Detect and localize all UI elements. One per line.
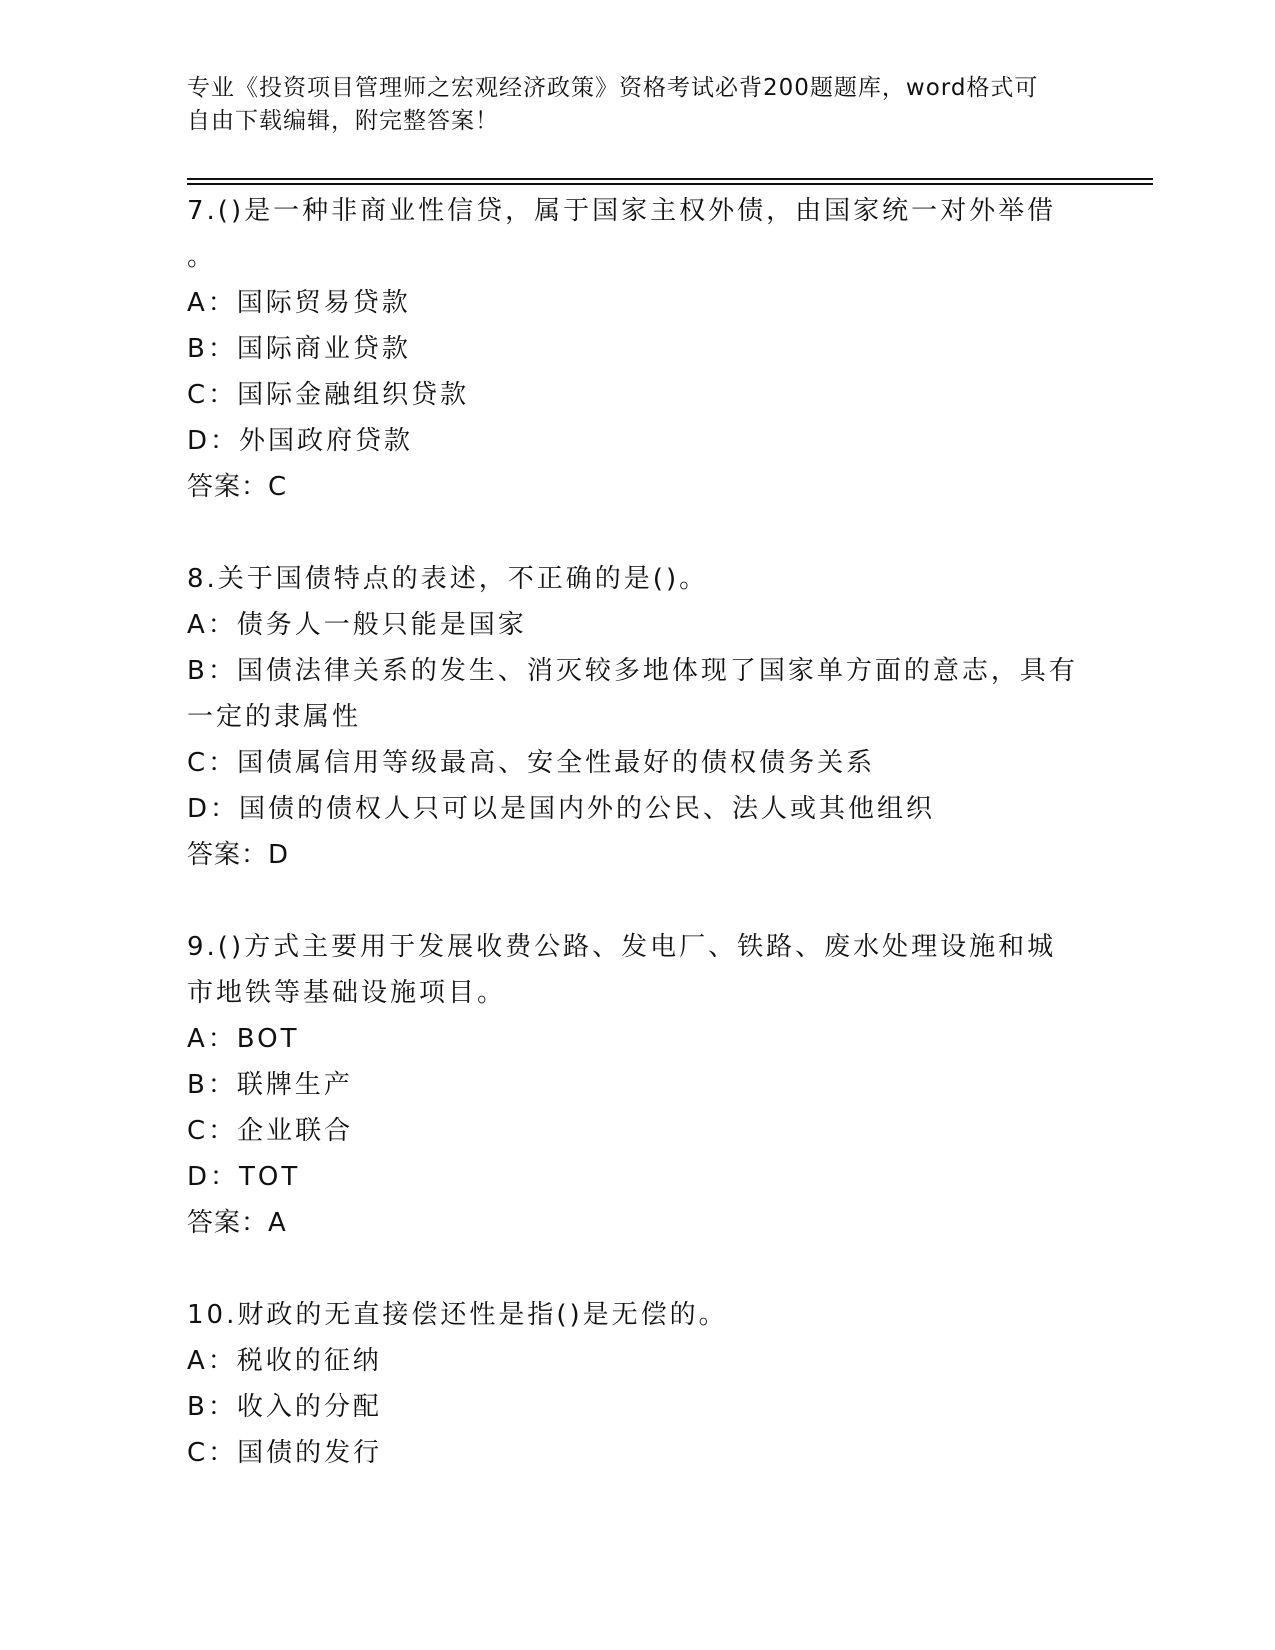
answer: 答案：C xyxy=(187,472,288,502)
header-divider-bottom xyxy=(187,183,1153,185)
question-10 xyxy=(187,1292,1087,1476)
header-line-1: 专业《投资项目管理师之宏观经济政策》资格考试必背200题题库，word格式可 xyxy=(187,75,1039,101)
option-c: C：国债属信用等级最高、安全性最好的债权债务关系 xyxy=(187,748,876,778)
answer: 答案：D xyxy=(187,840,290,870)
option-a: A：税收的征纳 xyxy=(187,1346,382,1376)
option-d: D：TOT xyxy=(187,1162,301,1192)
question-stem: 7.()是一种非商业性信贷，属于国家主权外债，由国家统一对外举借 xyxy=(187,196,1057,226)
answer: 答案：A xyxy=(187,1208,287,1238)
question-stem-cont: 市地铁等基础设施项目。 xyxy=(187,978,507,1008)
option-b: B：国债法律关系的发生、消灭较多地体现了国家单方面的意志，具有 xyxy=(187,656,1078,686)
spacer xyxy=(187,878,1087,924)
question-7 xyxy=(187,188,1087,510)
option-a: A：BOT xyxy=(187,1024,300,1054)
option-b-cont: 一定的隶属性 xyxy=(187,702,362,732)
question-stem: 10.财政的无直接偿还性是指()是无偿的。 xyxy=(187,1300,728,1330)
question-list xyxy=(187,188,1087,1476)
spacer xyxy=(187,510,1087,556)
option-c: C：国债的发行 xyxy=(187,1438,383,1468)
question-stem: 9.()方式主要用于发展收费公路、发电厂、铁路、废水处理设施和城 xyxy=(187,932,1057,962)
option-a: A：债务人一般只能是国家 xyxy=(187,610,527,640)
question-stem-cont: 。 xyxy=(187,242,217,272)
spacer xyxy=(187,1246,1087,1292)
option-d: D：国债的债权人只可以是国内外的公民、法人或其他组织 xyxy=(187,794,936,824)
option-c: C：企业联合 xyxy=(187,1116,354,1146)
option-b: B：联牌生产 xyxy=(187,1070,353,1100)
option-b: B：国际商业贷款 xyxy=(187,334,411,364)
option-d: D：外国政府贷款 xyxy=(187,426,414,456)
document-header xyxy=(187,72,1067,138)
header-line-2: 自由下载编辑，附完整答案！ xyxy=(187,108,499,134)
option-b: B：收入的分配 xyxy=(187,1392,382,1422)
question-8 xyxy=(187,556,1087,878)
question-9 xyxy=(187,924,1087,1246)
option-c: C：国际金融组织贷款 xyxy=(187,380,470,410)
header-divider-top xyxy=(187,178,1153,180)
question-stem: 8.关于国债特点的表述，不正确的是()。 xyxy=(187,564,709,594)
option-a: A：国际贸易贷款 xyxy=(187,288,411,318)
